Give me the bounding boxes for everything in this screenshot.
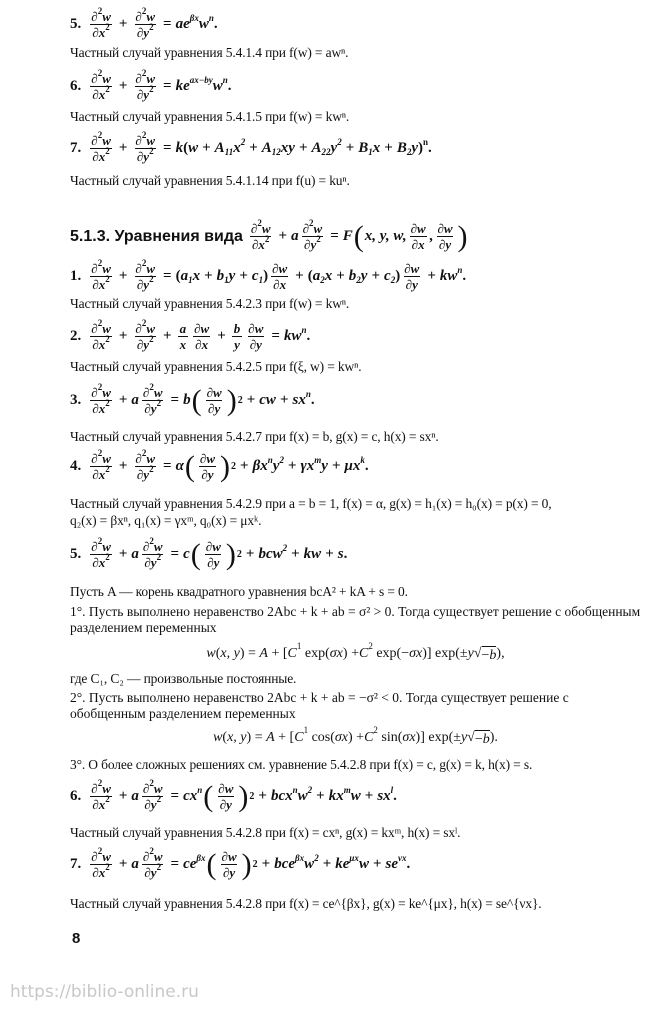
equation-note: Частный случай уравнения 5.4.2.5 при f(ξ, w) = kwⁿ. (70, 359, 362, 374)
equation-2: 2. $\frac{\partial^2w}{\partial x^2}$ + $\frac{\partial^2w}{\partial y^2}$ + $\frac{a}{x}$ $\frac{\partial w}{\partial x}$ + $\frac{b}{y}$ $\frac{\partial w}{\partial y}$ = $kw^n$ . (70, 318, 311, 352)
equation-top-7: 7. $\frac{\partial^2w}{\partial x^2}$ + $\frac{\partial^2w}{\partial y^2}$ = k ( w + $A_{11}x^2$ + $A_{12}xy$ + $A_{22}y^2$ + $B_1x$ + $B_2y$ )$^n$. (70, 130, 432, 164)
solution-formula-2: w ( x, y ) = A + [ C 1 cos( σx ) + C 2 sin( σx )] exp(± y √ −b ). (213, 725, 498, 747)
equation-number: 3. (70, 392, 82, 408)
equation-3: 3. $\frac{\partial^2w}{\partial x^2}$ + a $\frac{\partial^2w}{\partial y^2}$ = b ( $\frac{\partial w}{\partial y}$ ) 2 + cw + $sx^n$ . (70, 382, 315, 417)
equation-number: 7. (70, 140, 82, 156)
equation-note: Частный случай уравнения 5.4.2.8 при f(x) = ce^{βx}, g(x) = ke^{μx}, h(x) = se^{νx}. (70, 896, 542, 911)
equation-number: 5. (70, 546, 82, 562)
text-line: 3°. О более сложных решениях см. уравнение 5.4.2.8 при f(x) = c, g(x) = k, h(x) = s. (70, 757, 533, 772)
text-line: где C₁, C₂ — произвольные постоянные. (70, 671, 297, 686)
equation-number: 5. (70, 16, 82, 32)
solution-formula-1: w ( x, y ) = A + [ C 1 exp( σx ) + C 2 exp(− σx )] exp(± y √ −b ), (206, 641, 505, 663)
equation-note: Частный случай уравнения 5.4.1.14 при f(u) = kuⁿ. (70, 173, 350, 188)
equation-note: Частный случай уравнения 5.4.2.9 при a = b = 1, f(x) = α, g(x) = h₁(x) = h₀(x) = p(x) = 0, (70, 496, 552, 511)
equation-number: 2. (70, 328, 82, 344)
equation-note: Частный случай уравнения 5.4.1.5 при f(w) = kwⁿ. (70, 109, 350, 124)
text-line: Пусть A — корень квадратного уравнения bcA² + kA + s = 0. (70, 584, 408, 599)
section-heading: 5.1.3. Уравнения вида $\frac{\partial^2w}{\partial x^2}$ + a $\frac{\partial^2w}{\partial y^2}$ = F ( x, y, w, $\frac{\partial w}{\partial x}$ , $\frac{\partial w}{\partial y}$ ) (70, 218, 468, 253)
equation-4: 4. $\frac{\partial^2w}{\partial x^2}$ + $\frac{\partial^2w}{\partial y^2}$ = α ( $\frac{\partial w}{\partial y}$ ) 2 + $\beta x^ny^2$ + $\gamma x^my$ + $\mu x^k$ . (70, 448, 369, 483)
equation-7: 7. $\frac{\partial^2w}{\partial x^2}$ + a $\frac{\partial^2w}{\partial y^2}$ = $ce^{\beta x}$ ( $\frac{\partial w}{\partial y}$ ) 2 + $bce^{\beta x}w^2$ + $ke^{\mu x}w$ + $se^{\nu x}$ . (70, 846, 411, 881)
equation-number: 6. (70, 78, 82, 94)
equation-note: Частный случай уравнения 5.4.1.4 при f(w) = awⁿ. (70, 45, 349, 60)
section-title: 5.1.3. Уравнения вида (70, 227, 243, 245)
equation-note: Частный случай уравнения 5.4.2.7 при f(x) = b, g(x) = c, h(x) = sxⁿ. (70, 429, 439, 444)
equation-1: 1. $\frac{\partial^2w}{\partial x^2}$ + $\frac{\partial^2w}{\partial y^2}$ = ( $a_1x$ + $b_1y$ + $c_1$ ) $\frac{\partial w}{\partial x}$ + ( $a_2x$ + $b_2y$ + $c_2$ ) $\frac{\partial w}{\partial y}$ + $kw^n$ . (70, 258, 467, 292)
equation-note: Частный случай уравнения 5.4.2.3 при f(w) = kwⁿ. (70, 296, 350, 311)
text-paragraph: 2°. Пусть выполнено неравенство 2Abc + k + ab = −σ² < 0. Тогда существует решение с обобщенным разделением переменных (70, 690, 569, 721)
text-paragraph: 1°. Пусть выполнено неравенство 2Abc + k + ab = σ² > 0. Тогда существует решение с обобщенным разделением переменных (70, 604, 641, 635)
equation-note: Частный случай уравнения 5.4.2.8 при f(x) = cxⁿ, g(x) = kxᵐ, h(x) = sxˡ. (70, 825, 461, 840)
equation-number: 7. (70, 856, 82, 872)
equation-5: 5. $\frac{\partial^2w}{\partial x^2}$ + a $\frac{\partial^2w}{\partial y^2}$ = c ( $\frac{\partial w}{\partial y}$ ) 2 + bcw$^2$ + kw + s . (70, 536, 348, 571)
equation-top-5: 5. $\frac{\partial^2w}{\partial x^2}$ + $\frac{\partial^2w}{\partial y^2}$ = $ae^{\beta x}w^n$ . (70, 6, 218, 40)
page-number: 8 (72, 930, 81, 947)
equation-top-6: 6. $\frac{\partial^2w}{\partial x^2}$ + $\frac{\partial^2w}{\partial y^2}$ = $ke^{ax-by}w^n$ . (70, 68, 232, 102)
watermark-url[interactable]: https://biblio-online.ru (10, 982, 199, 1002)
equation-note-cont: q₂(x) = βxⁿ, q₁(x) = γxᵐ, q₀(x) = μxᵏ. (70, 513, 262, 528)
equation-number: 4. (70, 458, 82, 474)
equation-number: 6. (70, 788, 82, 804)
equation-6: 6. $\frac{\partial^2w}{\partial x^2}$ + a $\frac{\partial^2w}{\partial y^2}$ = $cx^n$ ( $\frac{\partial w}{\partial y}$ ) 2 + $bcx^nw^2$ + $kx^mw$ + $sx^l$ . (70, 778, 397, 813)
equation-number: 1. (70, 268, 82, 284)
